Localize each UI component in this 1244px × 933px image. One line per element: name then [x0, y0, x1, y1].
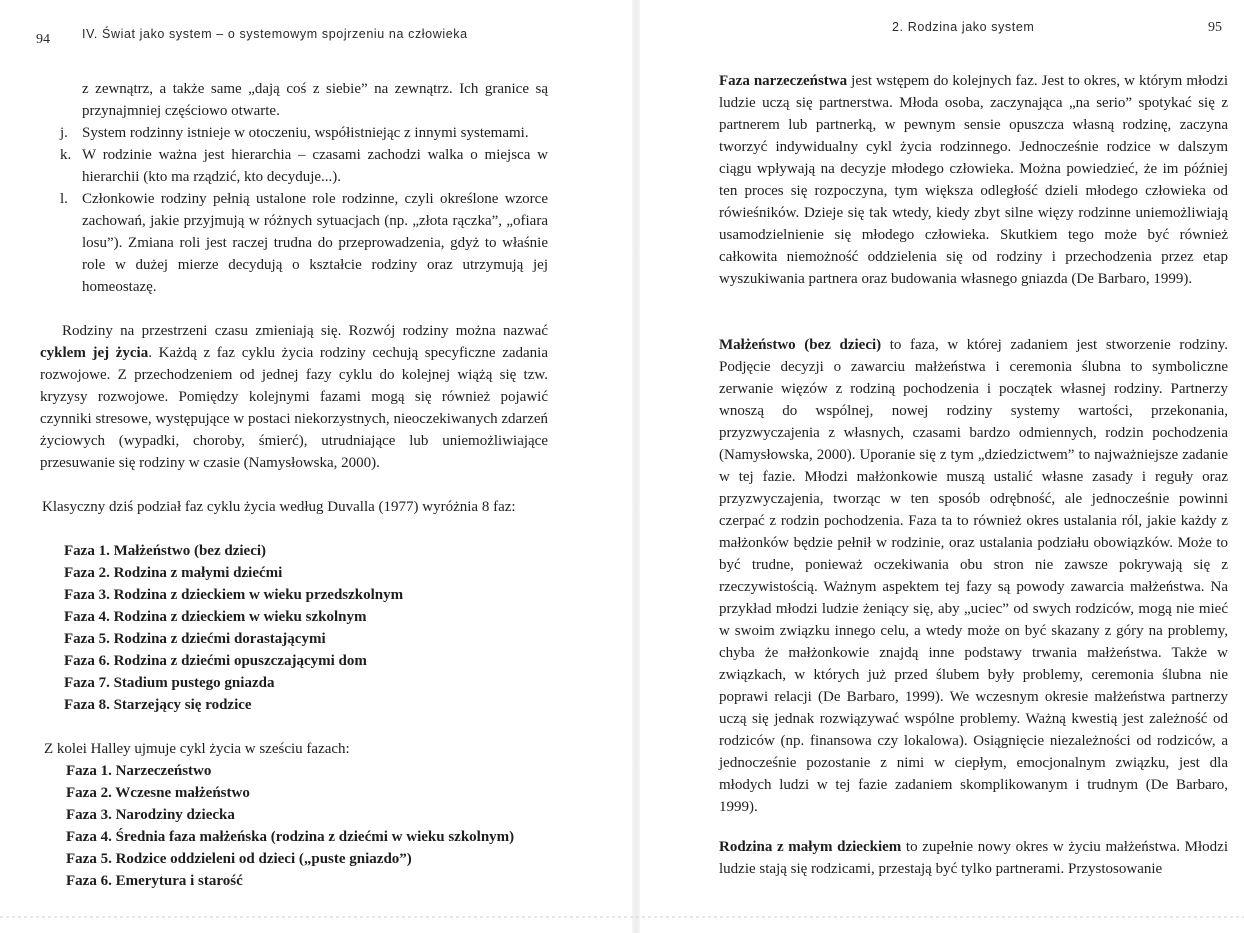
list-item — [60, 188, 548, 298]
running-header-right: 2. Rodzina jako system — [892, 20, 1035, 34]
paragraph-halley: Z kolei Halley ujmuje cykl życia w sześciu fazach: — [44, 741, 350, 757]
section-text: jest wstępem do kolejnych faz. Jest to okres, w którym młodzi ludzie uczą się partnerstwa. Młoda osoba, zaczynająca „na serio” spotykać się z partnerem lub partnerką, w pewnym sensie opuszcza własną rodzinę, zaczyna tworzyć indywidualny cykl życia rodzinnego. Jednocześnie rodzice w dalszym ciągu wpływają na decyzje młodego człowieka. Można powiedzieć, że im później ten proces się rozpoczyna, tym większa odległość dzieli młodego człowieka od rówieśników. Dzieje się tak wtedy, kiedy zbyt silne więzy rodzinne uniemożliwiają usamodzielnienie się młodego człowieka. Skutkiem tego może być również całkowita niemożność oddzielenia się od rodziny i przechodzenia przez etap wyszukiwania partnera oraz budowania własnego gniazda (De Barbaro, 1999). — [719, 73, 1228, 287]
list-marker: k. — [60, 147, 72, 163]
phase-item: Faza 3. Rodzina z dzieckiem w wieku przedszkolnym — [64, 587, 404, 603]
phase-item: Faza 2. Wczesne małżeństwo — [66, 785, 250, 801]
list-item-text: W rodzinie ważna jest hierarchia – czasami zachodzi walka o miejsca w hierarchii (kto ma rządzić, kto decyduje...). — [82, 147, 548, 185]
phase-item: Faza 4. Rodzina z dzieckiem w wieku szkolnym — [64, 609, 367, 625]
halley-phase-list — [66, 760, 514, 892]
section-engagement — [719, 70, 1228, 290]
section-marriage — [719, 334, 1228, 818]
list-marker: j. — [60, 125, 68, 141]
phase-item: Faza 5. Rodzina z dziećmi dorastającymi — [64, 631, 326, 647]
right-page — [640, 0, 1244, 933]
list-item — [60, 122, 548, 144]
continuation-paragraph: z zewnątrz, a także same „dają coś z siebie” na zewnątrz. Ich granice są przynajmniej częściowo otwarte. — [82, 81, 548, 119]
section-term: Faza narzeczeństwa — [719, 73, 848, 89]
list-marker: l. — [60, 191, 68, 207]
section-small-child — [719, 836, 1228, 880]
phase-item: Faza 2. Rodzina z małymi dziećmi — [64, 565, 283, 581]
phase-item: Faza 3. Narodziny dziecka — [66, 807, 235, 823]
section-term: Rodzina z małym dzieckiem — [719, 839, 902, 855]
list-item — [60, 144, 548, 188]
phase-item: Faza 1. Małżeństwo (bez dzieci) — [64, 543, 267, 559]
phase-item: Faza 5. Rodzice oddzieleni od dzieci („puste gniazdo”) — [66, 851, 412, 867]
list-item-text: System rodzinny istnieje w otoczeniu, współistniejąc z innymi systemami. — [82, 125, 529, 141]
list-item-text: Członkowie rodziny pełnią ustalone role rodzinne, czyli określone wzorce zachowań, jakie przyjmują w różnych sytuacjach (np. „złota rączka”, „ofiara losu”). Zmiana roli jest raczej trudna do przeprowadzenia, gdyż to właśnie role w dużej mierze decydują o kształcie rodziny oraz utrzymują jej homeostazę. — [82, 191, 548, 295]
bold-term: cyklem jej życia — [40, 345, 149, 361]
paragraph-text: Rodziny na przestrzeni czasu zmieniają się. Rozwój rodziny można nazwać — [62, 323, 548, 339]
paragraph-duvall: Klasyczny dziś podział faz cyklu życia według Duvalla (1977) wyróżnia 8 faz: — [42, 499, 516, 515]
page-number-left: 94 — [36, 32, 50, 47]
duvall-phase-list — [64, 540, 403, 716]
book-gutter — [632, 0, 640, 933]
phase-item: Faza 6. Emerytura i starość — [66, 873, 243, 889]
section-text: to zupełnie nowy okres w życiu małżeństwa. Młodzi ludzie stają się rodzicami, przestają być tylko partnerami. Przystosowanie — [719, 839, 1228, 877]
phase-item: Faza 8. Starzejący się rodzice — [64, 697, 252, 713]
section-term: Małżeństwo (bez dzieci) — [719, 337, 882, 353]
paragraph-life-cycle — [40, 320, 548, 474]
phase-item: Faza 4. Średnia faza małżeńska (rodzina z dziećmi w wieku szkolnym) — [66, 829, 515, 845]
paragraph-text: . Każdą z faz cyklu życia rodziny cechują specyficzne zadania rozwojowe. Z przechodzeniem od jednej fazy cyklu do kolejnej wiążą się tzw. kryzysy rozwojowe. Pomiędzy kolejnymi fazami mogą się również pojawić czynniki stresowe, występujące w postaci niekorzystnych, nieoczekiwanych zdarzeń życiowych (wypadki, choroby, śmierć), utrudniające lub uniemożliwiające przesuwanie się rodziny w czasie (Namysłowska, 2000). — [40, 345, 548, 471]
rule-list — [60, 122, 548, 298]
section-text: to faza, w której zadaniem jest stworzenie rodziny. Podjęcie decyzji o zawarciu małżeństwa i ceremonia ślubna to symboliczne zerwanie więzów z rodziną pochodzenia i początek własnej rodziny. Partnerzy wnoszą do wspólnej, nowej rodziny systemy wartości, przekonania, przyzwyczajenia z własnych, czasami bardzo odmiennych, rodzin pochodzenia (Namysłowska, 2000). Uporanie się z tym „dziedzictwem” to najważniejsze zadanie w tej fazie. Młodzi małżonkowie muszą ustalić własne zasady i reguły oraz przyzwyczajenia, tworząc w ten sposób odrębność, ale jednocześnie powinni czerpać z rodzin pochodzenia. Faza ta to również okres ustalania ról, jakie każdy z małżonków będzie pełnił w rodzinie, oraz ustalania podziału obowiązków. Może to być trudne, ponieważ oczekiwania obu stron nie zawsze pokrywają się z rzeczywistością. Ważnym aspektem tej fazy są powody zawarcia małżeństwa. Na przykład młodzi ludzie żeniący się, aby „uciec” od swych rodziców, mogą nie mieć w swoim związku innego celu, a wtedy może on być skazany z góry na problemy, chyba że małżonkowie znajdą inne podstawy trwania małżeństwa. Także w związkach, w których już przed ślubem były problemy, ceremonia ślubna nie poprawi relacji (De Barbaro, 1999). We wczesnym okresie małżeństwa partnerzy uczą się jednak rozwiązywać wspólne problemy. Ważną kwestią jest zależność od rodziców (np. finansowa czy lokalowa). Osiągnięcie niezależności od rodziców, a jednocześnie pozostanie z nimi w ciepłym, emocjonalnym związku, jest dla młodych ludzi w tej fazie zadaniem skomplikowanym i trudnym (De Barbaro, 1999). — [719, 337, 1228, 815]
phase-item: Faza 7. Stadium pustego gniazda — [64, 675, 275, 691]
page-number-right: 95 — [1208, 20, 1222, 35]
running-header-left: IV. Świat jako system – o systemowym spojrzeniu na człowieka — [82, 27, 468, 41]
phase-item: Faza 1. Narzeczeństwo — [66, 763, 212, 779]
phase-item: Faza 6. Rodzina z dziećmi opuszczającymi dom — [64, 653, 367, 669]
